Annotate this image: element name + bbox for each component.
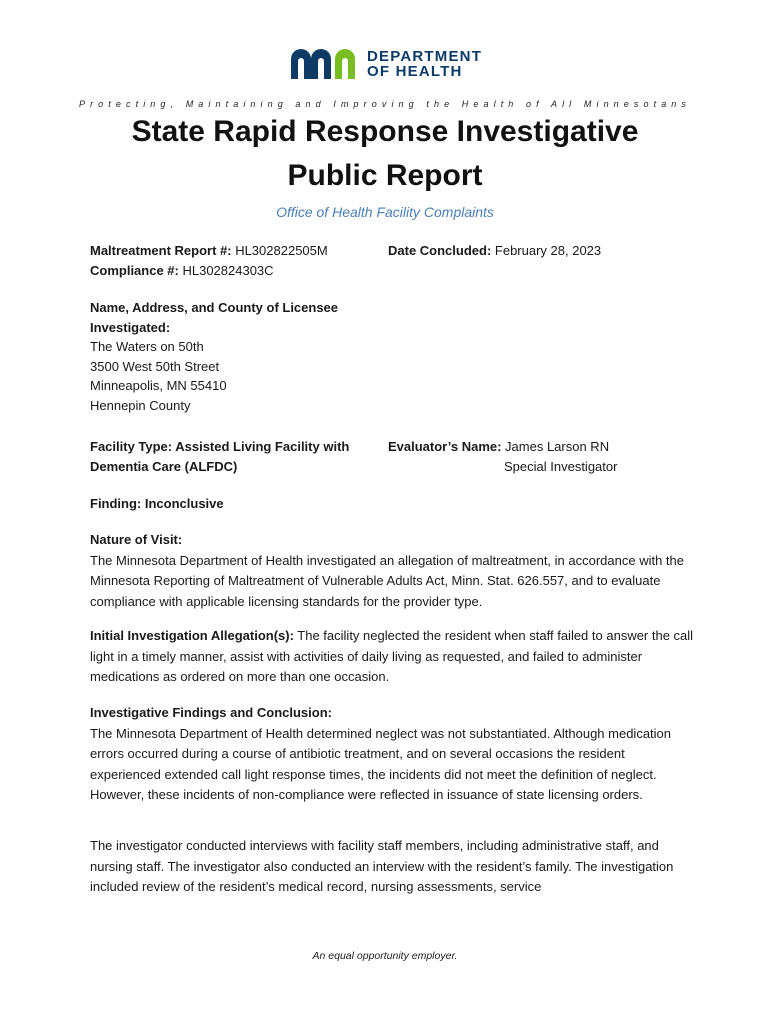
nature-text: The Minnesota Department of Health investigated an allegation of maltreatment, in accordance with the Minnesota Reporting of Maltreatment of Vulnerable Adults Act, Minn. Stat. 626.557, and to evaluate compliance with applicable licensing standards for the provider type. [90,552,685,609]
evaluator-line [388,437,688,457]
evaluator-name: James Larson RN [501,439,610,454]
licensee-label-1: Name, Address, and County of Licensee [90,300,339,315]
evaluator [388,437,688,476]
findings-heading: Investigative Findings and Conclusion: [90,705,332,720]
date-concluded [388,241,688,261]
allegation-label: Initial Investigation Allegation(s): [90,628,294,643]
maltreatment-report-line [90,241,380,261]
date-value: February 28, 2023 [491,243,602,258]
evaluator-title: Special Investigator [504,458,618,474]
findings-conclusion [90,703,695,806]
compliance-line [90,261,380,281]
mn-logo-icon [291,49,357,79]
allegation [90,626,695,688]
logo-line-1: DEPARTMENT [367,48,483,65]
investigation-paragraph: The investigator conducted interviews with facility staff members, including administrative staff, and nursing staff. The investigator also conducted an interview with the resident’s family. The investigation included review of the resident’s medical record, nursing assessments, service [90,838,674,894]
licensee-county: Hennepin County [90,397,191,413]
logo-line-2: OF HEALTH [367,63,463,80]
logo-wordmark [367,49,482,79]
facility-type-line-1: Facility Type: Assisted Living Facility with [90,439,350,454]
subtitle: Office of Health Facility Complaints [276,204,494,220]
report-numbers [90,241,380,280]
licensee-street: 3500 West 50th Street [90,358,220,374]
maltreatment-label: Maltreatment Report #: [90,243,232,258]
nature-heading: Nature of Visit: [90,532,183,547]
licensee-block [90,298,390,415]
compliance-label: Compliance #: [90,262,179,278]
facility-type-line-2: Dementia Care (ALFDC) [90,458,238,474]
nature-of-visit [90,530,695,612]
allegation-text: The facility neglected the resident when staff failed to answer the call light in a timely manner, assist with activities of daily living as requested, and failed to administer medications as ordered on more than one occasion. [90,628,694,684]
title-line-2: Public Report [287,159,483,192]
maltreatment-value: HL302822505M [231,243,328,258]
evaluator-label: Evaluator’s Name: [388,439,502,454]
licensee-label-2: Investigated: [90,319,171,335]
date-label: Date Concluded: [388,243,492,258]
licensee-name: The Waters on 50th [90,339,204,354]
licensee-city: Minneapolis, MN 55410 [90,378,227,393]
facility-type [90,437,380,476]
page-title [0,110,770,198]
title-line-1: State Rapid Response Investigative [131,115,639,148]
mdh-logo [291,48,482,80]
finding: Finding: Inconclusive [90,496,224,511]
findings-text: The Minnesota Department of Health determined neglect was not substantiated. Although medication errors occurred during a course of antibiotic treatment, and on several occasions the resident experienced extended call light response times, the incidents did not meet the definition of neglect. However, these incidents of non-compliance were reflected in issuance of state licensing orders. [90,725,672,802]
compliance-value: HL302824303C [178,262,274,278]
tagline: Protecting, Maintaining and Improving the Health of All Minnesotans [78,99,692,109]
footer: An equal opportunity employer. [312,950,458,962]
